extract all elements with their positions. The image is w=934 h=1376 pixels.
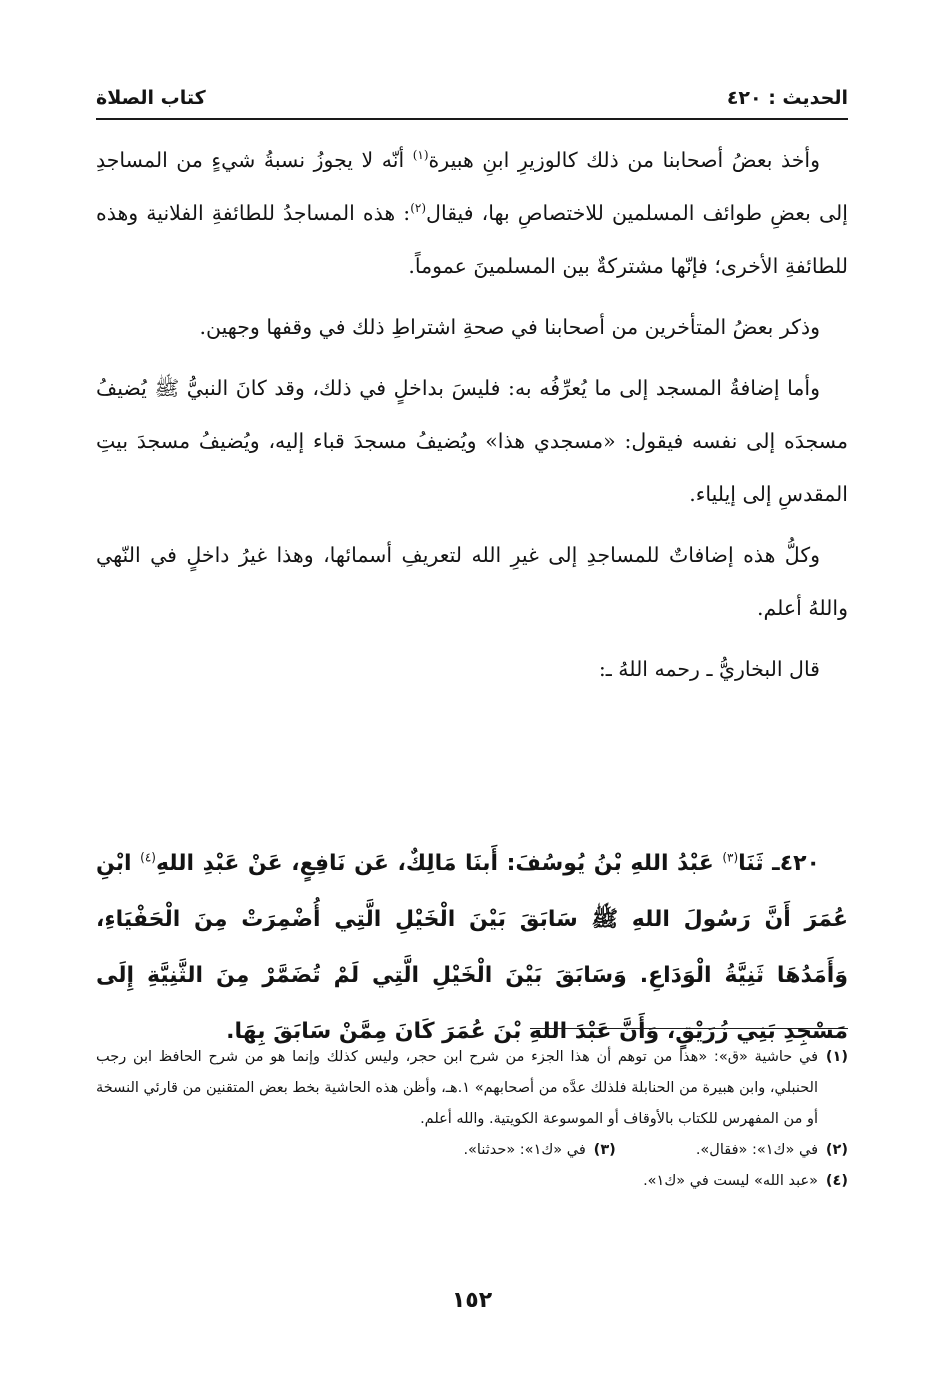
paragraph-2: وذكر بعضُ المتأخرين من أصحابنا في صحةِ اشتراطِ ذلك في وقفها وجهين. bbox=[199, 315, 820, 339]
footnote-rule bbox=[530, 1028, 848, 1029]
footnote-ref-3: (٣) bbox=[722, 850, 739, 865]
footnote-4 bbox=[96, 1166, 848, 1197]
footnote-ref-1: (١) bbox=[412, 148, 429, 163]
commentary-text bbox=[96, 130, 848, 704]
footnote-4-number: (٤) bbox=[825, 1173, 848, 1189]
footnote-1 bbox=[96, 1042, 848, 1135]
hadith-text bbox=[96, 836, 848, 1060]
footnote-1-number: (١) bbox=[825, 1049, 848, 1065]
book-title: كتاب الصلاة bbox=[96, 87, 206, 109]
hadith-number-label: الحديث : ٤٢٠ bbox=[726, 87, 848, 109]
footnote-3 bbox=[463, 1135, 615, 1166]
footnote-1-text: في حاشية «ق»: «هذا من توهم أن هذا الجزء من شرح ابن حجر، وليس كذلك وإنما هو من شرح الحافظ ابن رجب الحنبلي، وابن هبيرة من الحنابلة فلذلك عدَّه من أصحابهم» ١.هـ، وأظن هذه الحاشية بخط بعض المتقنين من قارئي النسخة أو من المفهرس للكتاب بالأوقاف أو الموسوعة الكويتية. والله أعلم. bbox=[96, 1049, 818, 1127]
paragraph-1-text-a: وأخذ بعضُ أصحابنا من ذلك كالوزيرِ ابنِ هبيرة bbox=[428, 148, 820, 172]
header-rule bbox=[96, 118, 848, 120]
hadith-text-a: عَبْدُ اللهِ بْنُ يُوسُفَ: أَبنَا مَالِكٌ، عَن نَافِعٍ، عَنْ عَبْدِ اللهِ bbox=[155, 851, 723, 876]
footnote-2 bbox=[696, 1135, 848, 1166]
hadith-text-b: ابْنِ عُمَرَ أَنَّ رَسُولَ اللهِ ﷺ سَابَقَ بَيْنَ الْخَيْلِ الَّتِي أُضْمِرَتْ مِنَ الْحَفْيَاءِ، وَأَمَدُهَا ثَنِيَّةُ الْوَدَاعِ. وَسَابَقَ بَيْنَ الْخَيْلِ الَّتِي لَمْ تُضَمَّرْ مِنَ الثَّنِيَّةِ إِلَى مَسْجِدِ بَنِي زُرَيْقٍ، وَأَنَّ عَبْدَ اللهِ بْنَ عُمَرَ كَانَ مِمَّنْ سَابَقَ بِهَا. bbox=[96, 851, 848, 1044]
footnote-2-text: في «ك١»: «فقال». bbox=[695, 1142, 818, 1158]
footnote-row-2-3 bbox=[96, 1135, 848, 1166]
footnote-4-text: «عبد الله» ليست في «ك١». bbox=[643, 1173, 818, 1189]
paragraph-3: وأما إضافةُ المسجد إلى ما يُعرِّفُه به: فليسَ بداخلٍ في ذلك، وقد كانَ النبيُّ ﷺ يُضيفُ مسجدَه إلى نفسه فيقول: «مسجدي هذا» ويُضيفُ مسجدَ قباء إليه، ويُضيفُ مسجدَ بيتِ المقدسِ إلى إيلياء. bbox=[96, 376, 848, 506]
footnotes bbox=[96, 1042, 848, 1197]
hadith-number: ٤٢٠ـ ثَنَا bbox=[738, 851, 820, 876]
footnote-3-text: في «ك١»: «حدثنا». bbox=[463, 1142, 586, 1158]
paragraph-1-text-c: : هذه المساجدُ للطائفةِ الفلانية وهذه للطائفةِ الأخرى؛ فإنّها مشتركةٌ بين المسلمينَ عموماً. bbox=[96, 201, 848, 278]
paragraph-4: وكلُّ هذه إضافاتٌ للمساجدِ إلى غيرِ الله لتعريفِ أسمائها، وهذا غيرُ داخلٍ في النّهي واللهُ أعلم. bbox=[96, 543, 848, 620]
paragraph-1 bbox=[96, 134, 848, 293]
footnote-3-number: (٣) bbox=[593, 1142, 616, 1158]
footnote-ref-4: (٤) bbox=[140, 850, 156, 865]
footnote-ref-2: (٢) bbox=[410, 201, 427, 216]
book-page bbox=[96, 80, 848, 1320]
running-header bbox=[96, 80, 848, 116]
paragraph-1-text-b: أنّه لا يجوزُ نسبةُ شيءٍ من المساجدِ إلى بعضِ طوائف المسلمين للاختصاصِ بها، فيقال bbox=[96, 148, 848, 225]
paragraph-5: قال البخاريُّ ـ رحمه اللهُ ـ: bbox=[598, 657, 820, 681]
footnote-2-number: (٢) bbox=[825, 1142, 848, 1158]
page-number: ١٥٢ bbox=[451, 1288, 493, 1313]
